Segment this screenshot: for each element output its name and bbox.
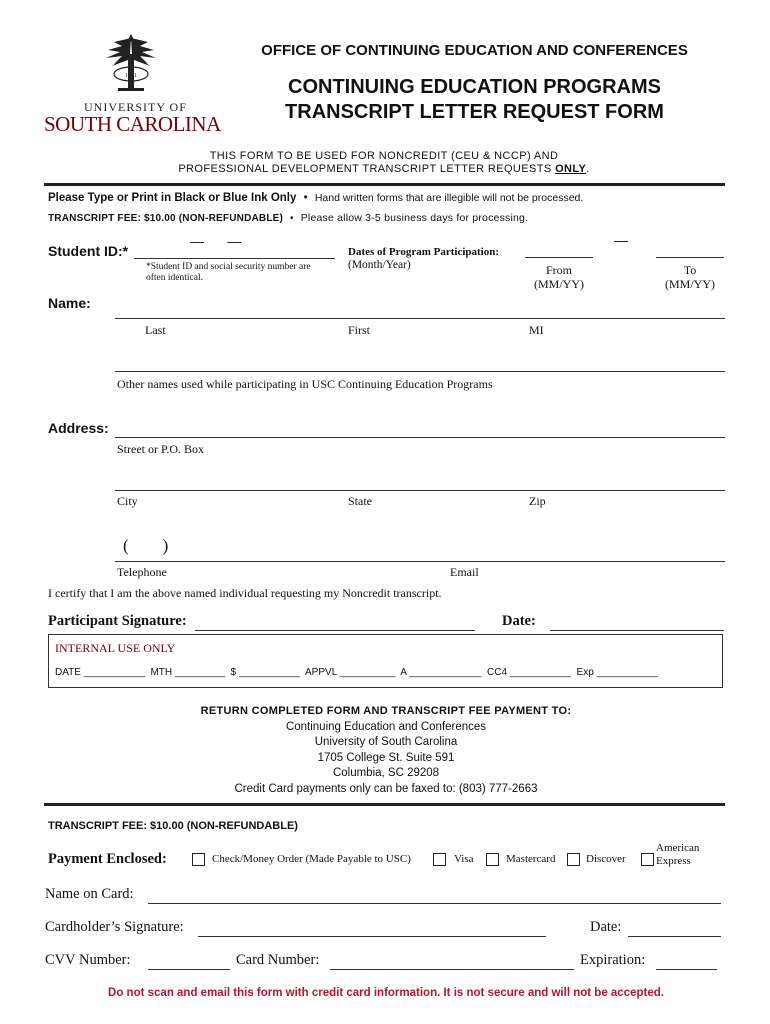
seal-year: 1801 <box>125 73 137 79</box>
dates-dash: — <box>614 232 628 248</box>
name-mi-caption: MI <box>529 323 544 337</box>
fee-notice-bold: TRANSCRIPT FEE: $10.00 (NON-REFUNDABLE) <box>48 213 284 224</box>
name-on-card-label: Name on Card: <box>45 886 134 902</box>
fee-notice <box>48 212 528 224</box>
check-checkbox[interactable] <box>192 853 205 866</box>
cvv-label: CVV Number: <box>45 952 131 968</box>
name-label: Name: <box>48 295 91 311</box>
cardholder-signature-field[interactable] <box>198 936 546 937</box>
card-date-label: Date: <box>590 919 622 935</box>
header-rule <box>44 183 725 186</box>
return-line4: Columbia, SC 29208 <box>332 767 440 779</box>
to-label: To <box>683 263 697 277</box>
internal-use-box <box>48 634 723 688</box>
student-id-note: *Student ID and social security number are often identical. <box>146 262 311 283</box>
name-field[interactable] <box>115 318 725 319</box>
return-line1: Continuing Education and Conferences <box>285 720 487 733</box>
card-number-label: Card Number: <box>236 952 320 968</box>
return-line3: 1705 College St. Suite 591 <box>317 751 455 764</box>
return-heading: RETURN COMPLETED FORM AND TRANSCRIPT FEE PAYMENT TO: <box>200 705 572 717</box>
fee-notice-text: Please allow 3-5 business days for processing. <box>300 212 529 224</box>
ink-notice-bold: Please Type or Print in Black or Blue Ink Only <box>48 192 297 204</box>
to-format: (MM/YY) <box>665 277 715 291</box>
other-names-caption: Other names used while participating in USC Continuing Education Programs <box>117 377 493 391</box>
name-on-card-field[interactable] <box>148 903 721 904</box>
payment-fee: TRANSCRIPT FEE: $10.00 (NON-REFUNDABLE) <box>48 820 298 832</box>
expiration-label: Expiration: <box>580 952 646 968</box>
name-first-caption: First <box>348 323 371 337</box>
form-title-line2: TRANSCRIPT LETTER REQUEST FORM <box>285 101 664 123</box>
amex-label-line1: American <box>656 842 700 854</box>
expiration-field[interactable] <box>656 969 717 970</box>
dates-to-field[interactable] <box>656 257 724 258</box>
payment-rule <box>44 803 725 806</box>
other-names-field[interactable] <box>115 371 725 372</box>
purpose-period: . <box>586 163 590 175</box>
dates-label: Dates of Program Participation: <box>348 246 500 258</box>
purpose-only: ONLY <box>555 163 587 175</box>
address-label: Address: <box>48 420 109 436</box>
discover-label: Discover <box>586 853 626 865</box>
phone-email-field[interactable] <box>115 561 725 562</box>
payment-enclosed-label: Payment Enclosed: <box>48 851 167 867</box>
from-label: From <box>545 263 572 277</box>
palmetto-tree-icon <box>100 30 162 96</box>
logo-line1: UNIVERSITY OF <box>84 100 187 114</box>
participant-signature-field[interactable] <box>195 630 475 631</box>
dates-from-field[interactable] <box>525 257 593 258</box>
name-last-caption: Last <box>145 323 166 337</box>
internal-use-fields: DATE ___________ MTH _________ $ ___________ APPVL __________ A _____________ CC4 ___________ Exp ___________ <box>55 667 658 678</box>
card-date-field[interactable] <box>628 936 721 937</box>
dates-sub: (Month/Year) <box>348 259 411 271</box>
amex-label-line2: Express <box>656 855 691 867</box>
usc-logo <box>44 30 221 138</box>
city-caption: City <box>117 494 138 508</box>
visa-label: Visa <box>454 853 474 865</box>
student-id-label: Student ID:* <box>48 243 129 259</box>
discover-checkbox[interactable] <box>567 853 580 866</box>
amex-checkbox[interactable] <box>641 853 654 866</box>
form-title-line1: CONTINUING EDUCATION PROGRAMS <box>288 76 661 98</box>
office-title: OFFICE OF CONTINUING EDUCATION AND CONFERENCES <box>261 42 688 59</box>
return-line2: University of South Carolina <box>314 736 458 748</box>
student-id-dashes: — — <box>190 233 242 249</box>
city-state-zip-field[interactable] <box>115 490 725 491</box>
telephone-caption: Telephone <box>117 565 167 579</box>
visa-checkbox[interactable] <box>433 853 446 866</box>
participant-date-label: Date: <box>502 613 536 629</box>
mastercard-checkbox[interactable] <box>486 853 499 866</box>
security-warning: Do not scan and email this form with credit card information. It is not secure and will not be accepted. <box>108 987 664 999</box>
return-line5: Credit Card payments only can be faxed to: (803) 777-2663 <box>234 782 538 795</box>
bullet: • <box>290 213 294 224</box>
internal-use-title: INTERNAL USE ONLY <box>55 641 176 655</box>
ink-notice <box>48 192 583 204</box>
participant-date-field[interactable] <box>550 630 724 631</box>
check-label: Check/Money Order (Made Payable to USC) <box>212 853 411 865</box>
purpose-line1: THIS FORM TO BE USED FOR NONCREDIT (CEU & NCCP) AND <box>209 150 559 162</box>
card-number-field[interactable] <box>330 969 574 970</box>
purpose-line2-text: PROFESSIONAL DEVELOPMENT TRANSCRIPT LETTER REQUESTS <box>178 163 556 175</box>
from-format: (MM/YY) <box>534 277 584 291</box>
mastercard-label: Mastercard <box>506 853 556 865</box>
street-caption: Street or P.O. Box <box>117 442 204 456</box>
logo-line2: SOUTH CAROLINA <box>44 112 221 136</box>
student-id-field[interactable] <box>134 258 335 259</box>
cvv-field[interactable] <box>148 969 230 970</box>
phone-area-code: ( ) <box>123 536 169 555</box>
participant-signature-label: Participant Signature: <box>48 613 187 629</box>
state-caption: State <box>348 494 372 508</box>
ink-notice-text: Hand written forms that are illegible will not be processed. <box>314 192 584 204</box>
bullet: • <box>303 192 308 204</box>
street-field[interactable] <box>115 437 725 438</box>
zip-caption: Zip <box>529 494 546 508</box>
form-purpose <box>44 150 724 176</box>
return-block <box>44 704 728 797</box>
certify-text: I certify that I am the above named individual requesting my Noncredit transcript. <box>48 586 442 600</box>
purpose-line2 <box>44 163 724 176</box>
cardholder-signature-label: Cardholder’s Signature: <box>45 919 184 935</box>
email-caption: Email <box>450 565 479 579</box>
